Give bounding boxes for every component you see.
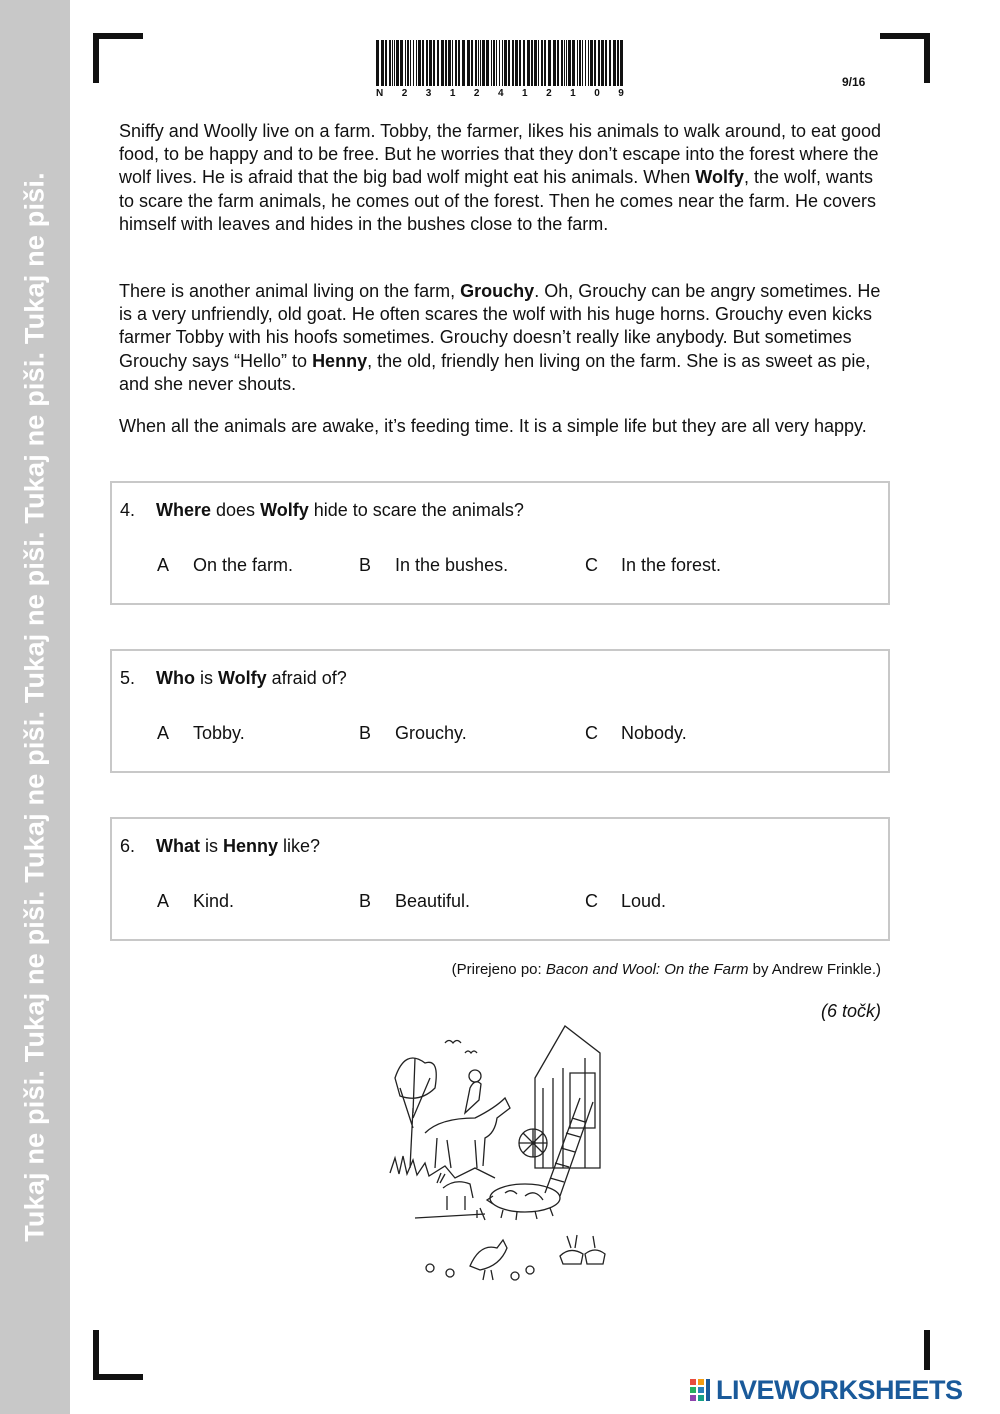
barcode-digit: 1 bbox=[522, 88, 528, 99]
barcode-bar bbox=[376, 40, 379, 86]
page-number: 9/16 bbox=[842, 75, 866, 89]
bold-name: Wolfy bbox=[260, 500, 309, 520]
barcode-bar bbox=[381, 40, 384, 86]
barcode-bar bbox=[486, 40, 489, 86]
barcode-bar bbox=[445, 40, 447, 86]
barcode-bar bbox=[557, 40, 559, 86]
answer-option-a[interactable] bbox=[157, 891, 234, 912]
barcode-bar bbox=[462, 40, 465, 86]
barcode-bar bbox=[478, 40, 479, 86]
bold-name: Wolfy bbox=[218, 668, 267, 688]
option-letter: C bbox=[585, 555, 598, 575]
option-text: Beautiful. bbox=[395, 891, 471, 911]
barcode bbox=[376, 40, 624, 86]
barcode-bar bbox=[566, 40, 567, 86]
answer-option-b[interactable] bbox=[359, 555, 508, 576]
answer-option-c[interactable] bbox=[585, 555, 721, 576]
barcode-bar bbox=[418, 40, 421, 86]
option-text: Kind. bbox=[193, 891, 235, 911]
barcode-bar bbox=[544, 40, 546, 86]
barcode-digits bbox=[376, 88, 624, 99]
text-run: afraid of? bbox=[266, 668, 347, 688]
text-run: Sniffy and Woolly live on a farm. Tobby, the farmer, likes his animals to walk around, to eat good food, to be happy and to be free. But he worries that they don’t escape into the forest where the wolf lives. He is afraid that the big bad wolf might eat his animals. When bbox=[119, 121, 882, 188]
barcode-bar bbox=[493, 40, 495, 86]
side-watermark: Tukaj ne piši. Tukaj ne piši. Tukaj ne piši. Tukaj ne piši. Tukaj ne piši. Tukaj ne piši. bbox=[19, 172, 50, 1242]
barcode-bar bbox=[531, 40, 533, 86]
barcode-bar bbox=[579, 40, 581, 86]
bold-name: Henny bbox=[223, 836, 279, 856]
barcode-bar bbox=[413, 40, 414, 86]
barcode-bar bbox=[410, 40, 411, 86]
barcode-bar bbox=[499, 40, 500, 86]
barcode-bar bbox=[601, 40, 604, 86]
barcode-bar bbox=[407, 40, 409, 86]
farm-illustration bbox=[385, 1018, 625, 1293]
barcode-bar bbox=[582, 40, 583, 86]
bold-name: Henny bbox=[312, 350, 368, 371]
barcode-bar bbox=[475, 40, 477, 86]
text-run: hide to scare the animals? bbox=[308, 500, 524, 520]
option-text: In the bushes. bbox=[395, 555, 509, 575]
option-letter: B bbox=[359, 891, 372, 911]
barcode-bar bbox=[429, 40, 432, 86]
barcode-bar bbox=[588, 40, 589, 86]
story-paragraph-1 bbox=[119, 120, 889, 236]
text-run: is bbox=[200, 836, 224, 856]
question-text bbox=[120, 500, 524, 521]
barcode-bar bbox=[590, 40, 593, 86]
option-text: Grouchy. bbox=[395, 723, 467, 743]
bold-name: Grouchy bbox=[460, 281, 535, 301]
bold-name: Wolfy bbox=[695, 167, 744, 188]
text-run: , the wolf, wants to scare the farm animals, he comes out of the forest. Then he comes near the farm. He covers himself with leaves and hides in the bushes close to the farm. bbox=[119, 167, 877, 234]
barcode-bar bbox=[482, 40, 485, 86]
question-number: 5. bbox=[120, 668, 136, 688]
barcode-bar bbox=[553, 40, 556, 86]
barcode-bar bbox=[538, 40, 539, 86]
barcode-bar bbox=[502, 40, 503, 86]
barcode-bar bbox=[620, 40, 623, 86]
barcode-bar bbox=[594, 40, 596, 86]
barcode-bar bbox=[400, 40, 403, 86]
barcode-digit: 2 bbox=[473, 88, 480, 99]
barcode-bar bbox=[480, 40, 481, 86]
question-box-5 bbox=[110, 649, 890, 773]
barcode-bar bbox=[437, 40, 439, 86]
bold-name: What bbox=[156, 836, 200, 856]
barcode-digit: 0 bbox=[594, 88, 600, 99]
question-text bbox=[120, 668, 347, 689]
barcode-digit: N bbox=[376, 88, 384, 99]
answer-option-b[interactable] bbox=[359, 723, 467, 744]
barcode-bar bbox=[405, 40, 406, 86]
barcode-bar bbox=[609, 40, 611, 86]
text-run: like? bbox=[278, 836, 321, 856]
story-paragraph-2 bbox=[119, 280, 889, 396]
barcode-bar bbox=[455, 40, 457, 86]
barcode-bar bbox=[534, 40, 537, 86]
barcode-bar bbox=[613, 40, 616, 86]
liveworksheets-logo bbox=[690, 1374, 990, 1406]
question-text bbox=[120, 836, 320, 857]
barcode-bar bbox=[519, 40, 521, 86]
barcode-bar bbox=[441, 40, 444, 86]
barcode-bar bbox=[577, 40, 578, 86]
barcode-bar bbox=[389, 40, 391, 86]
bold-name: Who bbox=[156, 668, 195, 688]
barcode-bar bbox=[585, 40, 586, 86]
barcode-bar bbox=[572, 40, 575, 86]
barcode-bar bbox=[385, 40, 387, 86]
question-box-6 bbox=[110, 817, 890, 941]
liveworksheets-logo-icon bbox=[690, 1377, 712, 1403]
option-letter: A bbox=[157, 891, 170, 911]
barcode-bar bbox=[527, 40, 530, 86]
answer-option-a[interactable] bbox=[157, 555, 293, 576]
barcode-bar bbox=[523, 40, 525, 86]
answer-option-a[interactable] bbox=[157, 723, 245, 744]
text-run: is bbox=[194, 668, 218, 688]
barcode-bar bbox=[515, 40, 518, 86]
barcode-bar bbox=[416, 40, 417, 86]
barcode-bar bbox=[422, 40, 424, 86]
barcode-bar bbox=[448, 40, 451, 86]
text-run: does bbox=[211, 500, 261, 520]
option-letter: A bbox=[157, 555, 170, 575]
source-title: Bacon and Wool: On the Farm bbox=[545, 961, 749, 978]
barcode-digit: 3 bbox=[425, 88, 432, 99]
barcode-bar bbox=[458, 40, 460, 86]
barcode-bar bbox=[396, 40, 399, 86]
barcode-digit: 1 bbox=[449, 88, 456, 99]
barcode-bar bbox=[426, 40, 428, 86]
barcode-bar bbox=[598, 40, 600, 86]
barcode-bar bbox=[512, 40, 514, 86]
text-run: , the old, friendly hen living on the farm. She is as sweet as pie, and she never shouts. bbox=[119, 350, 871, 394]
option-letter: C bbox=[585, 891, 598, 911]
barcode-bar bbox=[394, 40, 395, 86]
source-citation: (Prirejeno po: Bacon and Wool: On the Farm by Andrew Frinkle.) bbox=[451, 961, 881, 978]
barcode-bar bbox=[433, 40, 435, 86]
barcode-bar bbox=[561, 40, 563, 86]
barcode-bar bbox=[452, 40, 453, 86]
option-letter: B bbox=[359, 723, 372, 743]
barcode-bar bbox=[491, 40, 492, 86]
barcode-bar bbox=[471, 40, 473, 86]
barcode-bar bbox=[467, 40, 470, 86]
barcode-digit: 9 bbox=[618, 88, 624, 99]
barcode-bar bbox=[568, 40, 571, 86]
barcode-bar bbox=[548, 40, 551, 86]
barcode-bar bbox=[541, 40, 543, 86]
option-text: Loud. bbox=[621, 891, 667, 911]
barcode-bar bbox=[508, 40, 510, 86]
text-run: . Oh, Grouchy can be angry sometimes. He is a very unfriendly, old goat. He often scares the wolf with his huge horns. Grouchy even kicks farmer Tobby with his hoofs sometimes. Grouchy doesn’t really like anybody. But sometimes Grouchy says “Hello” to bbox=[119, 281, 881, 371]
answer-option-c[interactable] bbox=[585, 891, 666, 912]
barcode-bar bbox=[504, 40, 507, 86]
bold-name: Where bbox=[156, 500, 212, 520]
option-letter: B bbox=[359, 555, 372, 575]
question-number: 4. bbox=[120, 500, 136, 520]
text-run: When all the animals are awake, it’s feeding time. It is a simple life but they are all very happy. bbox=[119, 416, 867, 436]
question-box-4 bbox=[110, 481, 890, 605]
barcode-bar bbox=[605, 40, 607, 86]
option-text: Tobby. bbox=[193, 723, 245, 743]
barcode-bar bbox=[564, 40, 565, 86]
barcode-bar bbox=[496, 40, 497, 86]
option-text: Nobody. bbox=[621, 723, 687, 743]
barcode-bar bbox=[392, 40, 393, 86]
question-number: 6. bbox=[120, 836, 136, 856]
option-text: In the forest. bbox=[621, 555, 722, 575]
option-letter: C bbox=[585, 723, 598, 743]
barcode-bar bbox=[617, 40, 619, 86]
option-text: On the farm. bbox=[193, 555, 294, 575]
story-paragraph-3 bbox=[119, 415, 889, 438]
points-total: (6 točk) bbox=[820, 1001, 881, 1021]
barcode-digit: 2 bbox=[401, 88, 408, 99]
barcode-digit: 1 bbox=[570, 88, 576, 99]
option-letter: A bbox=[157, 723, 170, 743]
text-run: There is another animal living on the farm, bbox=[119, 281, 461, 301]
answer-option-b[interactable] bbox=[359, 891, 470, 912]
answer-option-c[interactable] bbox=[585, 723, 687, 744]
liveworksheets-logo-text: LIVEWORKSHEETS bbox=[716, 1374, 963, 1405]
barcode-digit: 2 bbox=[546, 88, 552, 99]
side-strip bbox=[0, 0, 70, 1414]
barcode-digit: 4 bbox=[497, 88, 504, 99]
